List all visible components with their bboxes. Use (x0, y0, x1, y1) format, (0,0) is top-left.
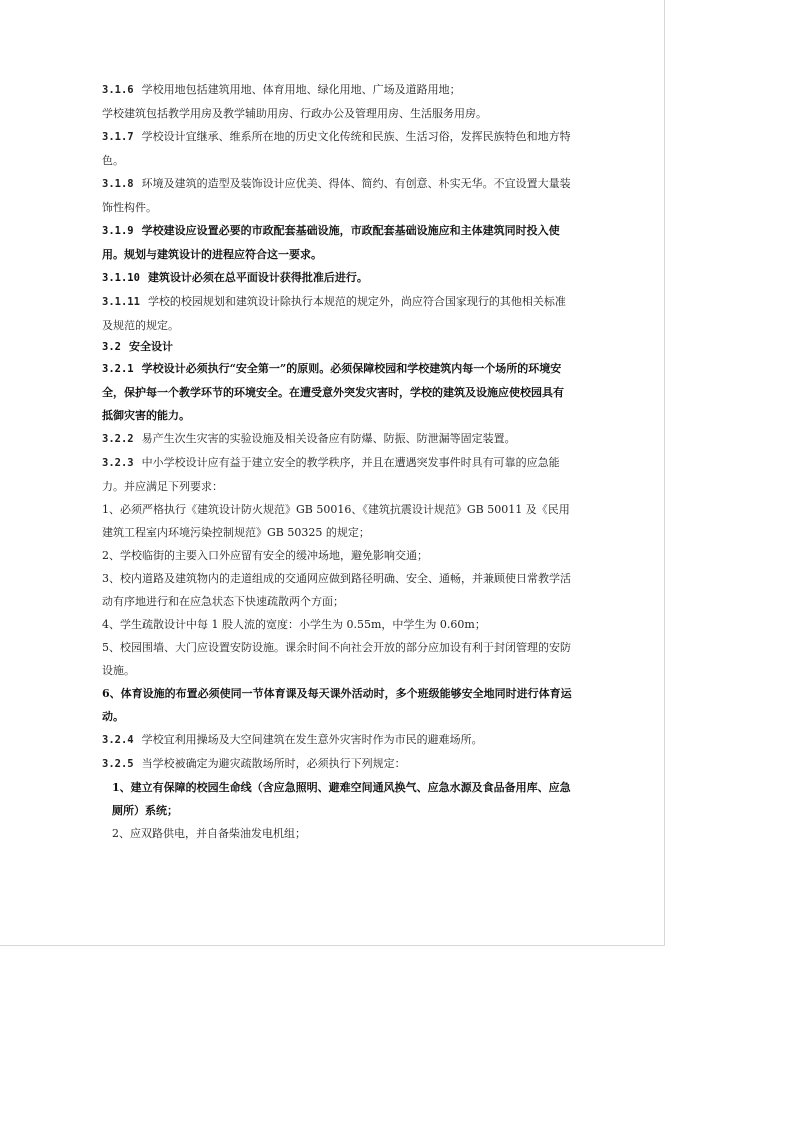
paragraph-text: 学校建筑包括教学用房及教学辅助用房、行政办公及管理用房、生活服务用房。 (102, 107, 487, 120)
paragraph (102, 728, 572, 752)
paragraph-text: 3、校内道路及建筑物内的走道组成的交通网应做到路径明确、安全、通畅，并兼顾使日常教学活动有序地进行和在应急状态下快速疏散两个方面； (102, 572, 571, 608)
paragraph (102, 544, 572, 567)
clause-number: 3.1.6 (102, 84, 134, 96)
clause-number: 3.2.4 (102, 734, 134, 746)
paragraph-text: 学校的校园规划和建筑设计除执行本规范的规定外，尚应符合国家现行的其他相关标准及规范的规定。 (102, 295, 566, 332)
document-body (102, 78, 572, 845)
paragraph (102, 427, 572, 451)
paragraph-text: 2、应双路供电，并自备柴油发电机组； (112, 827, 306, 840)
paragraph (102, 636, 572, 682)
paragraph-text: 1、必须严格执行《建筑设计防火规范》GB 50016、《建筑抗震设计规范》GB 50011 及《民用建筑工程室内环境污染控制规范》GB 50325 的规定； (102, 503, 570, 539)
paragraph (102, 266, 572, 290)
paragraph (102, 613, 572, 636)
clause-number: 3.1.7 (102, 131, 134, 143)
paragraph (102, 125, 572, 172)
clause-number: 3.2.1 (102, 363, 134, 375)
paragraph (102, 102, 572, 125)
paragraph-text: 安全设计 (128, 340, 173, 353)
paragraph-text: 学校建设应设置必要的市政配套基础设施，市政配套基础设施应和主体建筑同时投入使用。规划与建筑设计的进程应符合这一要求。 (102, 224, 560, 261)
paragraph (102, 822, 572, 845)
clause-number: 3.2.3 (102, 457, 134, 469)
paragraph-text: 易产生次生灾害的实验设施及相关设备应有防爆、防振、防泄漏等固定装置。 (141, 432, 516, 445)
paragraph-text: 建筑设计必须在总平面设计获得批准后进行。 (147, 271, 368, 284)
paragraph-text: 学校用地包括建筑用地、体育用地、绿化用地、广场及道路用地； (141, 83, 461, 96)
paragraph-text: 4、学生疏散设计中每 1 股人流的宽度：小学生为 0.55m，中学生为 0.60m； (102, 618, 486, 631)
paragraph-text: 学校设计宜继承、维系所在地的历史文化传统和民族、生活习俗，发挥民族特色和地方特色。 (102, 130, 571, 167)
paragraph (102, 682, 572, 728)
paragraph-text: 当学校被确定为避灾疏散场所时，必须执行下列规定： (141, 757, 406, 770)
paragraph (102, 337, 572, 357)
clause-number: 3.2.5 (102, 758, 134, 770)
paragraph-text: 学校设计必须执行“安全第一”的原则。必须保障校园和学校建筑内每一个场所的环境安全，保护每一个教学环节的环境安全。在遭受意外突发灾害时，学校的建筑及设施应使校园具有抵御灾害的能力。 (102, 362, 564, 422)
paragraph-text: 2、学校临街的主要入口外应留有安全的缓冲场地，避免影响交通； (102, 549, 428, 562)
paragraph (102, 219, 572, 266)
paragraph-text: 6、体育设施的布置必须使同一节体育课及每天课外活动时，多个班级能够安全地同时进行体育运动。 (102, 687, 572, 723)
paragraph (102, 567, 572, 613)
paragraph (102, 498, 572, 544)
clause-number: 3.1.11 (102, 296, 140, 308)
paragraph (102, 290, 572, 337)
paragraph (102, 172, 572, 219)
paragraph-text: 5、校园围墙、大门应设置安防设施。课余时间不向社会开放的部分应加设有利于封闭管理的安防设施。 (102, 641, 571, 677)
clause-number: 3.2.2 (102, 433, 134, 445)
paragraph (102, 357, 572, 427)
clause-number: 3.1.10 (102, 272, 140, 284)
paragraph (102, 451, 572, 498)
paragraph-text: 中小学校设计应有益于建立安全的教学秩序，并且在遭遇突发事件时具有可靠的应急能力。并应满足下列要求： (102, 456, 560, 493)
paragraph-text: 学校宜利用操场及大空间建筑在发生意外灾害时作为市民的避难场所。 (141, 733, 483, 746)
paragraph-text: 环境及建筑的造型及装饰设计应优美、得体、简约、有创意、朴实无华。不宜设置大量装饰性构件。 (102, 177, 571, 214)
clause-number: 3.1.9 (102, 225, 134, 237)
clause-number: 3.2 (102, 341, 121, 353)
paragraph (102, 752, 572, 776)
clause-number: 3.1.8 (102, 178, 134, 190)
paragraph (102, 776, 572, 822)
paragraph-text: 1、建立有保障的校园生命线（含应急照明、避难空间通风换气、应急水源及食品备用库、应急厕所）系统； (112, 781, 571, 817)
paragraph (102, 78, 572, 102)
